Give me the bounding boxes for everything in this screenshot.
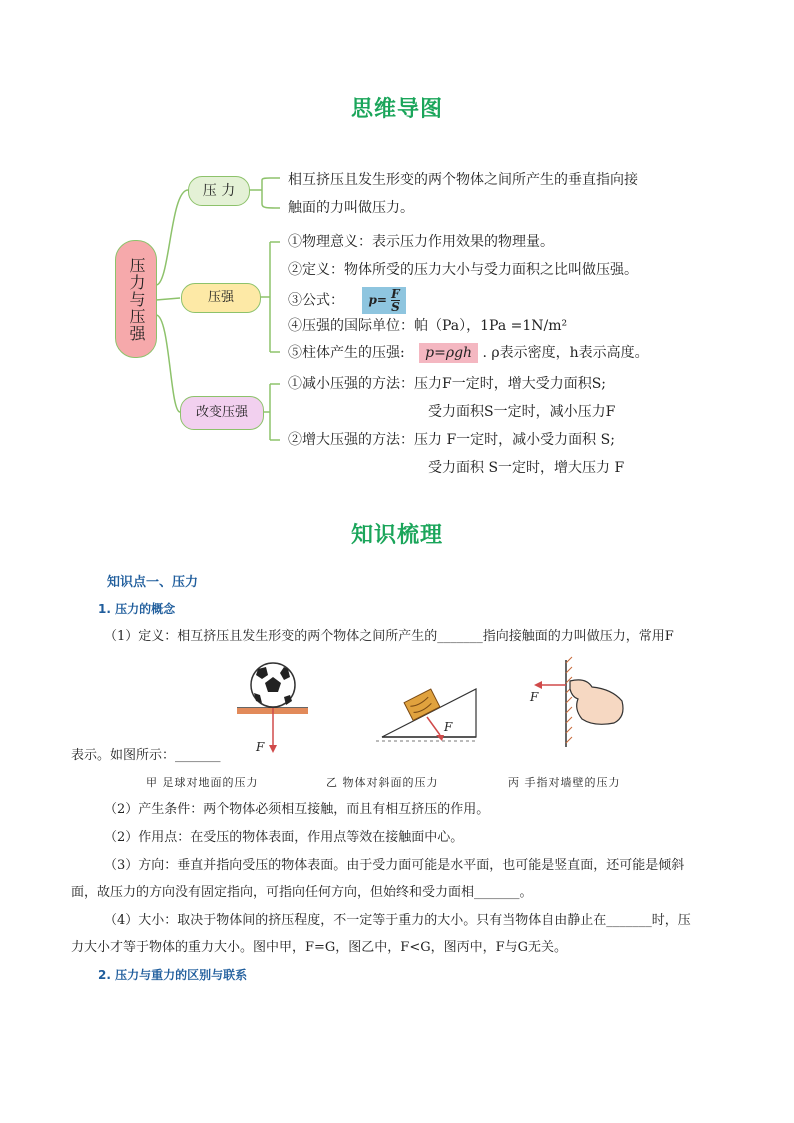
subsection-2-heading: 2. 压力与重力的区别与联系 (98, 968, 248, 982)
direction-paragraph-line1: （3）方向：垂直并指向受压的物体表面。由于受力面可能是水平面，也可能是竖直面，还可能是倾斜 (104, 858, 685, 873)
pressure-unit: ④压强的国际单位：帕（Pa），1Pa =1N/m² (288, 318, 568, 334)
reduce-pressure-line2: 受力面积S一定时，减小压力F (428, 404, 616, 420)
figure2-f-label: F (444, 720, 453, 734)
figure3-f-label: F (530, 690, 539, 704)
subsection-1-heading: 1. 压力的概念 (98, 602, 176, 616)
figure-ball-on-ground (237, 663, 308, 753)
pressure-column-prefix: ⑤柱体产生的压强: (288, 345, 405, 361)
section-heading: 知识点一、压力 (107, 575, 199, 590)
increase-pressure-line2: 受力面积 S一定时，增大压力 F (428, 460, 625, 476)
caption-figure1: 甲 足球对地面的压力 (146, 776, 259, 789)
mindmap-node-pressure: 压强 (181, 283, 261, 313)
formula-p: p= (368, 293, 387, 307)
pressure-column-suffix: . ρ表示密度，h表示高度。 (482, 345, 649, 361)
action-point-paragraph: （2）作用点：在受压的物体表面，作用点等效在接触面中心。 (104, 830, 464, 845)
pressure-definition: ②定义：物体所受的压力大小与受力面积之比叫做压强。 (288, 262, 638, 278)
mindmap-node-force: 压 力 (188, 176, 250, 206)
increase-pressure-line1: ②增大压强的方法：压力 F一定时，减小受力面积 S; (288, 432, 615, 448)
force-definition-line1: 相互挤压且发生形变的两个物体之间所产生的垂直指向接 (288, 172, 638, 188)
magnitude-paragraph-line2: 力大小才等于物体的重力大小。图中甲，F=G，图乙中，F<G，图丙中，F与G无关。 (71, 940, 567, 955)
condition-paragraph: （2）产生条件：两个物体必须相互接触，而且有相互挤压的作用。 (104, 802, 490, 817)
definition-line-2: 表示。如图所示：_______ (71, 748, 221, 763)
reduce-pressure-line1: ①减小压强的方法：压力F一定时，增大受力面积S; (288, 376, 607, 392)
mindmap-root-label: 压力与压强 (127, 256, 146, 342)
figure-block-on-incline (376, 689, 476, 741)
mindmap-node-change: 改变压强 (180, 396, 264, 430)
caption-figure2: 乙 物体对斜面的压力 (326, 776, 439, 789)
force-definition-line2: 触面的力叫做压力。 (288, 200, 414, 216)
definition-line: （1）定义：相互挤压且发生形变的两个物体之间所产生的_______指向接触面的力叫做压力，常用F (104, 629, 674, 644)
pressure-formula-label: ③公式： (288, 292, 344, 309)
knowledge-title: 知识梳理 (350, 523, 443, 548)
pressure-meaning: ①物理意义：表示压力作用效果的物理量。 (288, 234, 554, 250)
pressure-formula (362, 287, 405, 314)
formula-numerator: F (391, 287, 400, 301)
magnitude-paragraph-line1: （4）大小：取决于物体间的挤压程度，不一定等于重力的大小。只有当物体自由静止在_______时，压 (104, 913, 691, 928)
pressure-column-line (288, 343, 649, 363)
figure1-f-label: F (256, 740, 265, 754)
mindmap-title: 思维导图 (350, 97, 443, 122)
figure-thumb-on-wall (534, 657, 623, 747)
formula-denominator: S (391, 300, 400, 314)
formula-fraction (391, 288, 400, 313)
direction-paragraph-line2: 面，故压力的方向没有固定指向，可指向任何方向，但始终和受力面相_______。 (71, 885, 533, 900)
mindmap-root (115, 240, 157, 358)
pressure-column-formula: p=ρgh (419, 343, 478, 363)
caption-figure3: 丙 手指对墙壁的压力 (508, 776, 621, 789)
pressure-formula-line (288, 287, 406, 314)
